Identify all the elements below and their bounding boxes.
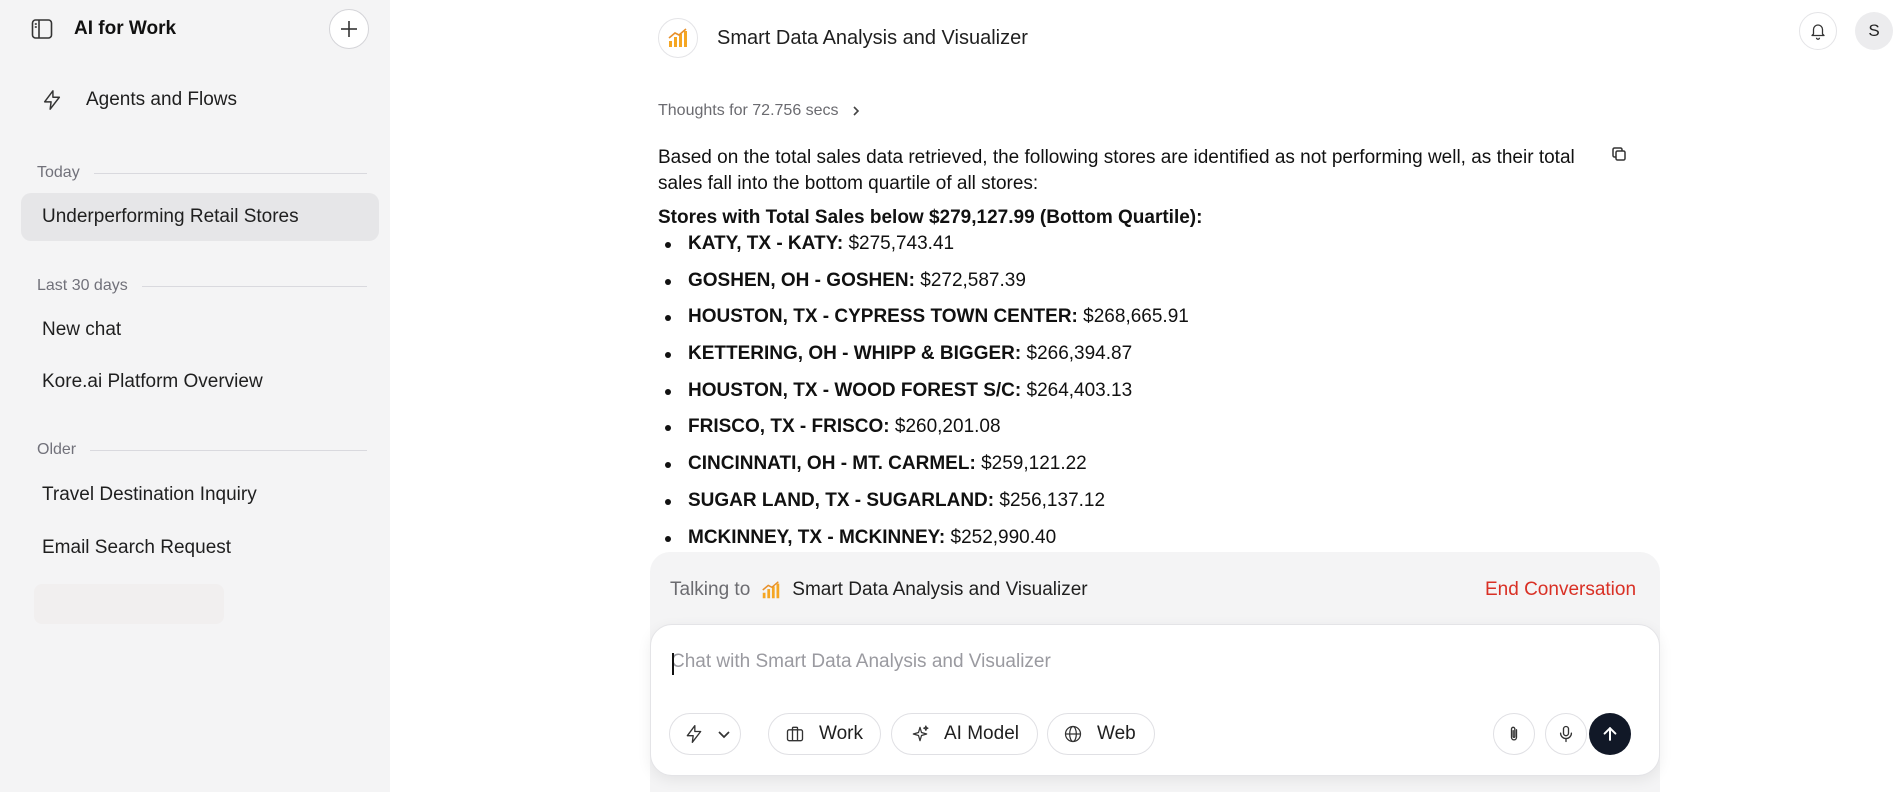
copy-button[interactable] bbox=[1608, 143, 1630, 165]
sidebar-item-underperforming-retail-stores[interactable] bbox=[21, 193, 379, 241]
section-divider bbox=[90, 450, 367, 451]
bar-chart-icon bbox=[760, 579, 782, 601]
end-conversation-button[interactable]: End Conversation bbox=[1485, 579, 1637, 600]
user-initial: S bbox=[1868, 21, 1880, 40]
talking-agent-name: Smart Data Analysis and Visualizer bbox=[792, 579, 1088, 600]
section-divider bbox=[94, 173, 367, 174]
store-name: CINCINNATI, OH - MT. CARMEL: bbox=[688, 453, 976, 475]
notifications-button[interactable] bbox=[1799, 12, 1837, 50]
section-divider bbox=[142, 286, 367, 287]
chat-input[interactable] bbox=[671, 647, 1631, 677]
talking-to-bar bbox=[670, 578, 1088, 602]
section-label: Today bbox=[37, 164, 80, 181]
sidebar-toggle-icon[interactable] bbox=[30, 17, 54, 41]
agent-mode-dropdown[interactable] bbox=[669, 713, 741, 755]
arrow-up-icon bbox=[1600, 724, 1620, 744]
sidebar-item-email-search-request[interactable] bbox=[21, 524, 379, 572]
agent-header bbox=[658, 18, 1028, 58]
store-name: GOSHEN, OH - GOSHEN: bbox=[688, 269, 915, 291]
thoughts-toggle[interactable] bbox=[658, 102, 863, 120]
chevron-right-icon bbox=[849, 104, 863, 118]
section-label: Last 30 days bbox=[37, 277, 128, 294]
answer-heading: Stores with Total Sales below $279,127.99 (Bottom Quartile): bbox=[658, 207, 1203, 228]
lightning-icon bbox=[36, 84, 68, 116]
sidebar-item-new-chat[interactable] bbox=[21, 306, 379, 354]
answer-intro: Based on the total sales data retrieved, the following stores are identified as not performing well, as their total sales fall into the bottom quartile of all stores: bbox=[658, 147, 1575, 194]
bell-icon bbox=[1809, 22, 1827, 40]
sidebar bbox=[0, 0, 390, 792]
sparkle-icon bbox=[910, 724, 930, 744]
web-label: Web bbox=[1097, 723, 1136, 744]
section-today bbox=[37, 164, 367, 182]
list-item bbox=[665, 305, 1189, 342]
send-button[interactable] bbox=[1589, 713, 1631, 755]
work-label: Work bbox=[819, 723, 863, 744]
agents-and-flows-link[interactable] bbox=[36, 84, 237, 116]
thoughts-label: Thoughts for 72.756 secs bbox=[658, 102, 839, 119]
section-label: Older bbox=[37, 441, 77, 458]
store-name: HOUSTON, TX - WOOD FOREST S/C: bbox=[688, 379, 1022, 401]
globe-icon bbox=[1063, 724, 1083, 744]
list-item bbox=[665, 232, 1189, 269]
list-item bbox=[665, 452, 1189, 489]
store-name: MCKINNEY, TX - MCKINNEY: bbox=[688, 526, 946, 548]
store-sales-value: $260,201.08 bbox=[894, 416, 1001, 438]
sidebar-header bbox=[0, 0, 390, 58]
attach-button[interactable] bbox=[1493, 713, 1535, 755]
list-item bbox=[665, 269, 1189, 306]
microphone-icon bbox=[1556, 724, 1576, 744]
work-button[interactable] bbox=[768, 713, 881, 755]
loading-placeholder bbox=[34, 584, 224, 624]
sidebar-item-label: Email Search Request bbox=[42, 537, 232, 558]
sidebar-item-kore-platform-overview[interactable] bbox=[21, 358, 379, 406]
sidebar-item-label: Kore.ai Platform Overview bbox=[42, 371, 263, 392]
store-sales-value: $266,394.87 bbox=[1026, 343, 1133, 365]
new-chat-button[interactable] bbox=[329, 9, 369, 49]
store-name: KETTERING, OH - WHIPP & BIGGER: bbox=[688, 343, 1022, 365]
agent-name: Smart Data Analysis and Visualizer bbox=[717, 26, 1028, 49]
copy-icon bbox=[1610, 145, 1628, 163]
sidebar-item-label: New chat bbox=[42, 319, 122, 340]
store-list bbox=[665, 232, 1189, 562]
store-name: KATY, TX - KATY: bbox=[688, 233, 844, 254]
sidebar-item-travel-destination-inquiry[interactable] bbox=[21, 471, 379, 519]
sidebar-item-label: Underperforming Retail Stores bbox=[42, 206, 299, 227]
section-last-30-days bbox=[37, 277, 367, 295]
web-button[interactable] bbox=[1047, 713, 1155, 755]
sidebar-item-label: Travel Destination Inquiry bbox=[42, 484, 257, 505]
app-title: AI for Work bbox=[74, 18, 177, 39]
list-item bbox=[665, 342, 1189, 379]
chat-composer bbox=[650, 624, 1660, 776]
ai-model-label: AI Model bbox=[944, 723, 1019, 744]
ai-model-button[interactable] bbox=[891, 713, 1038, 755]
lightning-icon bbox=[684, 724, 704, 744]
store-sales-value: $264,403.13 bbox=[1026, 379, 1133, 401]
store-sales-value: $268,665.91 bbox=[1083, 306, 1189, 328]
store-sales-value: $259,121.22 bbox=[981, 453, 1087, 475]
store-sales-value: $256,137.12 bbox=[999, 489, 1106, 511]
chat-main bbox=[390, 0, 1895, 792]
store-sales-value: $275,743.41 bbox=[848, 233, 955, 254]
text-caret bbox=[672, 653, 674, 675]
list-item bbox=[665, 489, 1189, 526]
paperclip-icon bbox=[1504, 724, 1524, 744]
plus-icon bbox=[338, 18, 360, 40]
store-sales-value: $252,990.40 bbox=[950, 526, 1057, 548]
list-item bbox=[665, 379, 1189, 416]
section-older bbox=[37, 441, 367, 459]
store-name: HOUSTON, TX - CYPRESS TOWN CENTER: bbox=[688, 306, 1078, 328]
store-name: FRISCO, TX - FRISCO: bbox=[688, 416, 890, 438]
talking-to-label: Talking to bbox=[670, 579, 751, 600]
agent-avatar bbox=[658, 18, 698, 58]
store-name: SUGAR LAND, TX - SUGARLAND: bbox=[688, 489, 995, 511]
briefcase-icon bbox=[785, 724, 805, 744]
list-item bbox=[665, 415, 1189, 452]
user-avatar[interactable] bbox=[1855, 12, 1893, 50]
agents-label: Agents and Flows bbox=[86, 89, 238, 110]
microphone-button[interactable] bbox=[1545, 713, 1587, 755]
store-sales-value: $272,587.39 bbox=[920, 269, 1026, 291]
bar-chart-icon bbox=[666, 26, 690, 50]
chevron-down-icon bbox=[716, 726, 732, 742]
